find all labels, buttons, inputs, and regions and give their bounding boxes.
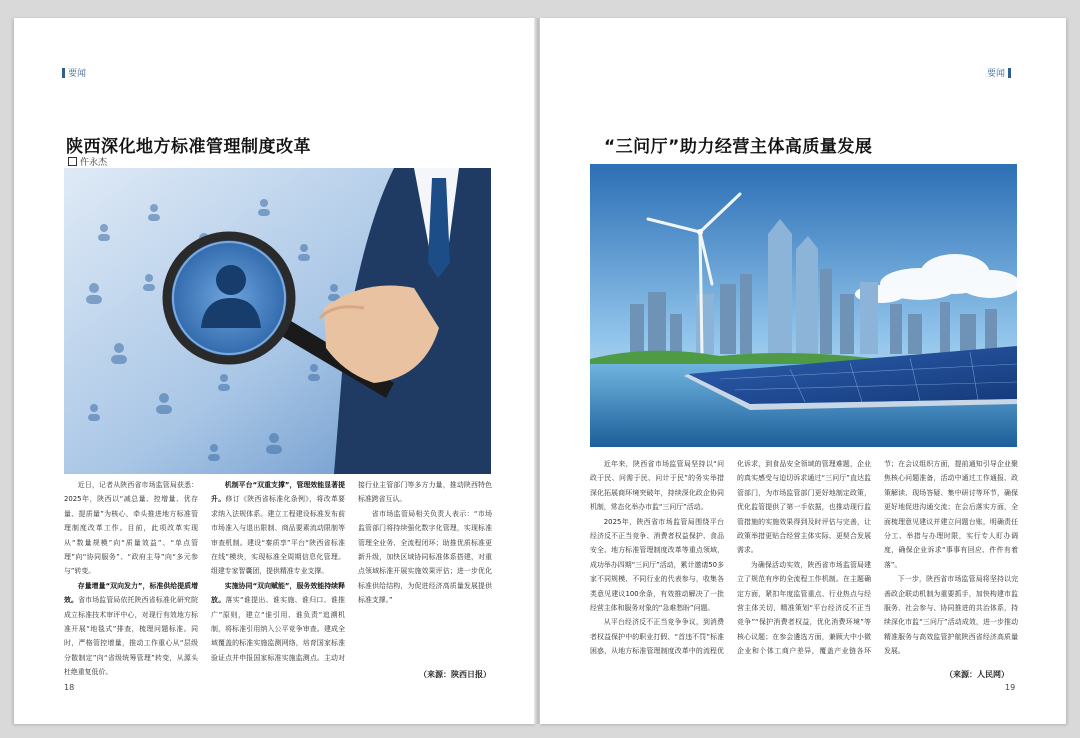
paragraph xyxy=(884,572,1018,658)
paragraph-text: 省市场监管局依托陕西省标准化研究院成立标准技术审评中心，对现行有效地方标准开展“地毯式”排查，梳理问题标准。同时，严格管控增量，推动工作重心从“层级分散制定”向“省级统筹管理”转变，从源头杜绝重复低价。 xyxy=(64,596,199,677)
paragraph-text: 从平台经济反不正当竞争争议，到消费者权益保护中的职业打假、“首违不罚”标准困惑，从地方标准管理制度改革中的流程优化诉求，到食品安全领域的管理难题，企业的真实感受与迫切诉求通过“三问厅”直达监管部门，为市场监管部门更好地制定政策，优化监管提供了第一手依据，也推动现行监管措施的实施效果得到及时评估与完善，让政策举措更贴合经营主体实际、更契合发展需求。 xyxy=(590,460,871,656)
paragraph-text: 落实“谁提出、谁实施、谁归口、谁推广”原则，建立“谁引用、谁负责”追溯机制，将标准引用纳入公平竞争审查。建成全域覆盖的标准实施监测网络，培育国家标准验证点并申报国家标准实施监测点。主动对接行业主管部门等多方力量，推动陕西特色标准跨省互认。 xyxy=(211,481,492,662)
paragraph-lead: 存量增量“双向发力”，标准供给提质增效。 xyxy=(64,581,198,605)
byline xyxy=(68,155,107,168)
paragraph-text: 下一步，陕西省市场监管局将坚持以完善政企联动机制为重要抓手，加快构建市监服务、社会参与、协同推进的共治体系，持续深化市监“三问厅”活动成效，进一步推动精准服务与高效监管护航陕西省经济高质量发展。 xyxy=(884,575,1018,656)
page-number: 19 xyxy=(1005,683,1016,692)
section-tag-label: 要闻 xyxy=(987,69,1006,79)
article-title: 陕西深化地方标准管理制度改革 xyxy=(66,137,311,157)
article-title: “三问厅”助力经营主体高质量发展 xyxy=(604,137,873,157)
section-tag xyxy=(987,66,1011,79)
paragraph-text: 为确保活动实效，陕西省市场监管局建立了规范有序的全流程工作机制。在主题确定方面，紧扣年度监管重点、行业热点与经营主体关切，精准策划“平台经济反不正当竞争”“保护消费者权益，优化消费环境”等核心议题；在参会遴选方面，兼顾大中小微企业和个体工商户差异，覆盖产业链各环节；在会议组织方面，提前通知引导企业聚焦核心问题准备，活动中通过工作通报、政策解读、现场答疑、集中研讨等环节，确保更好地促进沟通交流；在会后落实方面，全面梳理意见建议并建立问题台账，明确责任分工、举措与办理时限，实行专人盯办调度，确保企业诉求“事事有回应、件件有着落”。 xyxy=(737,460,1018,656)
author-name: 仵永杰 xyxy=(80,158,108,168)
article-body xyxy=(64,478,492,684)
right-page xyxy=(540,18,1066,724)
paragraph xyxy=(358,507,492,608)
source-credit: （来源：陕西日报） xyxy=(419,670,491,679)
left-page xyxy=(14,18,536,724)
page-number: 18 xyxy=(64,683,75,692)
paragraph xyxy=(211,478,345,579)
section-tag xyxy=(62,66,86,79)
section-tag-bar xyxy=(1008,68,1011,78)
source-credit: （来源：人民网） xyxy=(945,670,1009,679)
section-tag-label: 要闻 xyxy=(68,69,87,79)
paragraph-text: 近年来，陕西省市场监管局坚持以“问政于民、问需于民、问计于民”的务实举措深化拓展商环境突破年，持续深化政企协同机制，常态化举办市监“三问厅”活动。 xyxy=(590,460,724,512)
magnifier-photo xyxy=(64,168,491,474)
section-tag-bar xyxy=(62,68,65,78)
paragraph xyxy=(590,515,724,616)
paragraph-text: 修订《陕西省标准化条例》，将改革要求纳入法规体系。建立工程建设标准发布前市场准入与退出限制、商品要素流动限制等审查机制。建设“秦质享”平台“陕西省标准在线”模块，实现标准全周期信息化管理。组建专家智囊团，提供精准专业支撑。 xyxy=(211,495,345,576)
article-body xyxy=(590,457,1018,671)
paragraph xyxy=(590,457,724,515)
magnifying-glass-people-image xyxy=(64,168,491,474)
paragraph-lead: 机制平台“双重支撑”，管理效能显著提升。 xyxy=(211,481,345,504)
paragraph-lead: 实施协同“双向赋能”，服务效能持续释放。 xyxy=(211,581,345,605)
paragraph xyxy=(64,579,198,680)
paragraph-text: 2025年，陕西省市场监管局围绕平台经济反不正当竞争、消费者权益保护、食品安全、地方标准管理制度改革等重点领域，成功举办四期“三问厅”活动，累计邀请50多家不同规模、不同行业的代表参与，收集各类意见建议100余条，有效推动解决了一批经营主体和服务对象的“急难愁盼”问题。 xyxy=(590,517,724,613)
paragraph-text: 省市场监管局相关负责人表示：“市场监管部门将持续强化数字化管理，实现标准管理全业务、全流程闭环；助推优质标准更新升级，加快区域协同标准体系搭建，对重点领域标准开展实施效果评估；进一步优化标准供给结构，为促进经济高质量发展提供标准支撑。” xyxy=(358,509,492,605)
byline-box-icon xyxy=(68,157,77,166)
paragraph-text: 近日，记者从陕西省市场监管局获悉：2025年，陕西以“减总量、控增量、优存量、提质量”为核心，牵头推进地方标准管理制度改革工作。目前，此项改革实现从“数量规模”向“质量效益”、“单点管理”向“协同服务”、“政府主导”向“多元参与”转变。 xyxy=(64,481,198,576)
paragraph xyxy=(64,478,198,579)
city-wind-solar-image xyxy=(590,164,1017,447)
city-solar-photo xyxy=(590,164,1017,447)
